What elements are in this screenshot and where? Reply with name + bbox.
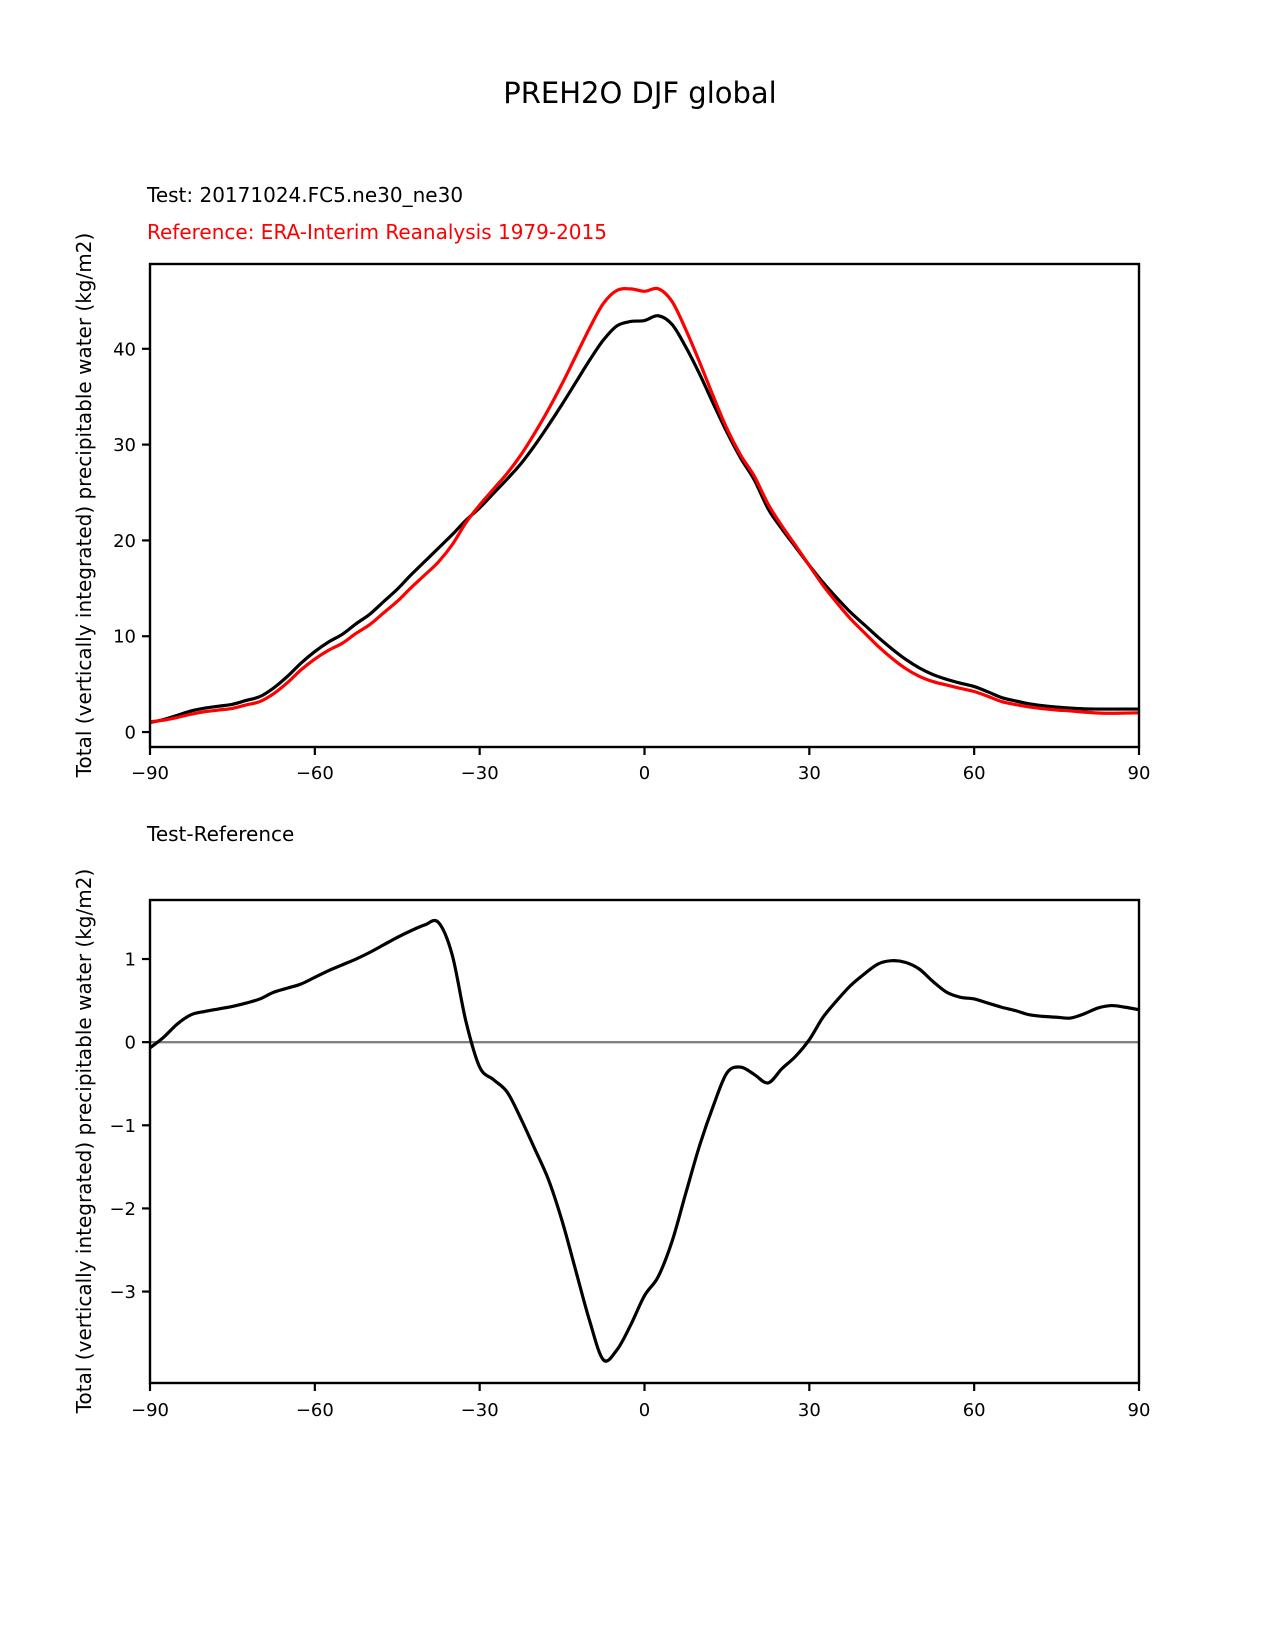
legend-test-label: Test: 20171024.FC5.ne30_ne30 — [147, 183, 464, 207]
bottom-axes-frame — [150, 900, 1139, 1383]
bottom-y-tick-label: 0 — [124, 1032, 136, 1054]
bottom-x-tick-label: 30 — [797, 1400, 821, 1421]
top-x-tick-label: −30 — [460, 763, 499, 784]
top-x-tick-label: 30 — [797, 763, 821, 784]
top-y-tick-label: 20 — [113, 530, 136, 552]
top-y-tick-label: 0 — [124, 722, 136, 744]
top-axes-frame — [150, 264, 1139, 747]
bottom-x-tick-label: 60 — [962, 1400, 986, 1421]
legend-reference-label: Reference: ERA-Interim Reanalysis 1979-2015 — [147, 220, 607, 244]
bottom-x-tick-label: −90 — [131, 1400, 169, 1421]
top-x-tick-label: −60 — [295, 763, 334, 784]
top-series-1-line — [150, 288, 1139, 721]
bottom-y-tick-label: −1 — [109, 1115, 136, 1137]
bottom-y-axis-label: Total (vertically integrated) precipitable water (kg/m2) — [72, 868, 96, 1414]
bottom-x-tick-label: −60 — [295, 1400, 334, 1421]
bottom-y-tick-label: −2 — [109, 1198, 136, 1220]
bottom-x-tick-label: 0 — [638, 1400, 651, 1421]
bottom-chart-subtitle: Test-Reference — [147, 822, 295, 846]
top-x-tick-label: −90 — [131, 763, 169, 784]
bottom-y-tick-label: −3 — [109, 1282, 136, 1304]
top-y-axis-label: Total (vertically integrated) precipitable water (kg/m2) — [72, 232, 96, 778]
top-series-0-line — [150, 316, 1139, 723]
bottom-chart — [109, 900, 1150, 1421]
top-x-tick-label: 90 — [1127, 763, 1151, 784]
top-y-tick-label: 10 — [113, 626, 136, 648]
top-x-tick-label: 0 — [638, 763, 651, 784]
top-y-tick-label: 40 — [113, 339, 136, 361]
bottom-series-0-line — [150, 921, 1139, 1362]
top-chart — [113, 264, 1150, 784]
top-x-tick-label: 60 — [962, 763, 986, 784]
bottom-x-tick-label: −30 — [460, 1400, 499, 1421]
figure-title: PREH2O DJF global — [503, 76, 777, 110]
bottom-x-tick-label: 90 — [1127, 1400, 1151, 1421]
bottom-y-tick-label: 1 — [124, 949, 136, 971]
top-y-tick-label: 30 — [113, 435, 136, 457]
